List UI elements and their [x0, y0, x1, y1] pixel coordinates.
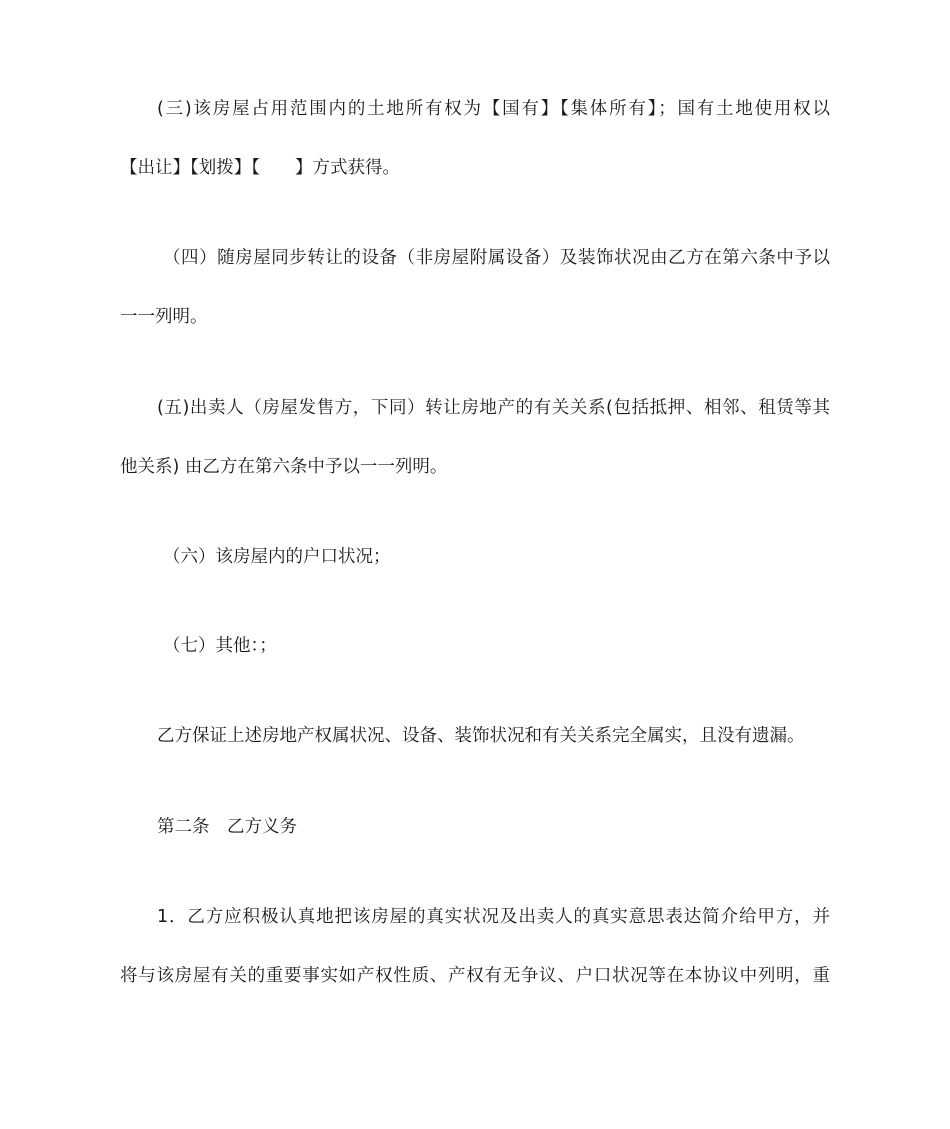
paragraph-other: （七）其他：；: [163, 636, 277, 656]
paragraph-seller-relations-line-2: 他关系) 由乙方在第六条中予以一一列明。: [120, 457, 448, 477]
paragraph-guarantee: 乙方保证上述房地产权属状况、设备、装饰状况和有关关系完全属实，且没有遗漏。: [157, 726, 805, 746]
paragraph-land-ownership-line-2: 【出让】【划拨】【 】方式获得。: [120, 158, 400, 178]
paragraph-obligation-1-line-1: 1．乙方应积极认真地把该房屋的真实状况及出卖人的真实意思表达简介给甲方，并: [157, 907, 830, 927]
paragraph-land-ownership-line-1: (三)该房屋占用范围内的土地所有权为【国有】【集体所有】；国有土地使用权以: [157, 99, 830, 119]
paragraph-obligation-1-line-2: 将与该房屋有关的重要事实如产权性质、产权有无争议、户口状况等在本协议中列明，重: [120, 966, 830, 986]
paragraph-household-status: （六）该房屋内的户口状况；: [163, 547, 391, 567]
paragraph-seller-relations-line-1: (五)出卖人（房屋发售方，下同）转让房地产的有关关系(包括抵押、相邻、租赁等其: [157, 398, 830, 418]
paragraph-equipment-line-1: （四）随房屋同步转让的设备（非房屋附属设备）及装饰状况由乙方在第六条中予以: [163, 248, 830, 268]
paragraph-equipment-line-2: 一一列明。: [120, 307, 208, 327]
section-heading-party-b-obligations: 第二条 乙方义务: [157, 817, 297, 837]
